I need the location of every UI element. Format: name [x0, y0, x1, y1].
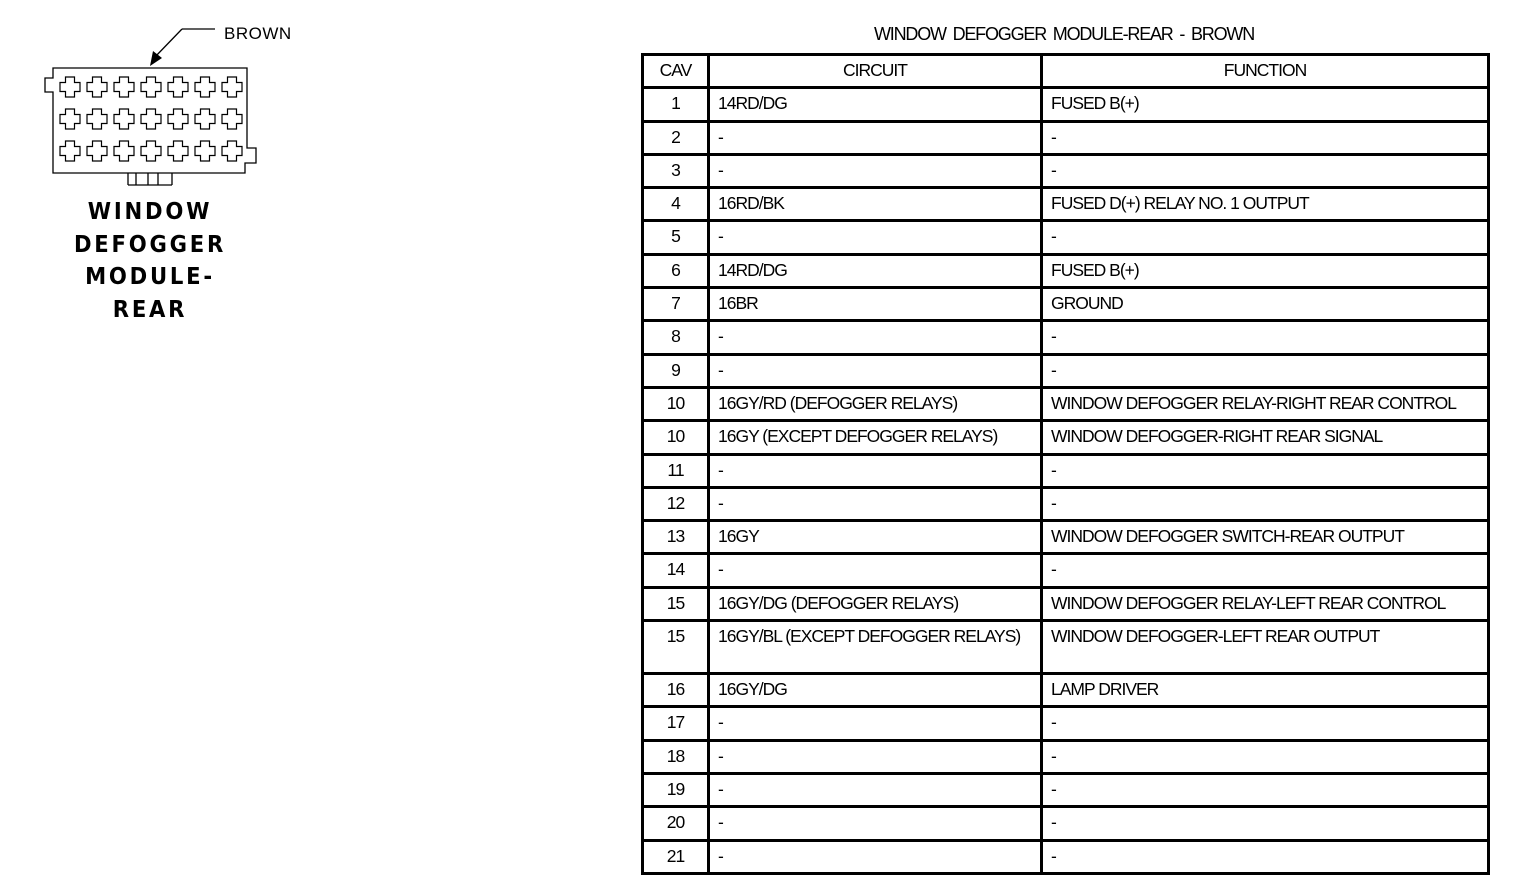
circuit-cell: - [709, 807, 1042, 840]
cav-cell: 10 [643, 421, 709, 454]
cav-cell: 15 [643, 621, 709, 674]
table-row [643, 621, 1489, 674]
connector-cavity [87, 141, 107, 161]
function-cell: - [1042, 554, 1489, 587]
table-row [643, 773, 1489, 806]
function-cell: WINDOW DEFOGGER-RIGHT REAR SIGNAL [1042, 421, 1489, 454]
cav-cell: 14 [643, 554, 709, 587]
function-cell: - [1042, 221, 1489, 254]
module-name-line: WINDOW [87, 199, 213, 225]
connector-cavity [141, 109, 161, 129]
circuit-cell: - [709, 154, 1042, 187]
cav-cell: 2 [643, 121, 709, 154]
module-name-line: MODULE- [85, 264, 215, 290]
header-cav: CAV [643, 55, 709, 88]
leader-arrowhead [150, 51, 162, 66]
connector-cavity [60, 141, 80, 161]
circuit-cell: - [709, 221, 1042, 254]
connector-cavity [195, 77, 215, 97]
cav-cell: 12 [643, 487, 709, 520]
function-cell: FUSED D(+) RELAY NO. 1 OUTPUT [1042, 188, 1489, 221]
table-row [643, 487, 1489, 520]
function-cell: - [1042, 321, 1489, 354]
table-row [643, 707, 1489, 740]
circuit-cell: - [709, 554, 1042, 587]
circuit-cell: - [709, 840, 1042, 873]
table-row [643, 840, 1489, 873]
function-cell: - [1042, 807, 1489, 840]
module-name-line: DEFOGGER [73, 231, 227, 258]
function-cell: - [1042, 773, 1489, 806]
table-title: WINDOW DEFOGGER MODULE-REAR - BROWN [874, 24, 1254, 44]
table-row [643, 554, 1489, 587]
header-circuit: CIRCUIT [709, 55, 1042, 88]
table-row [643, 354, 1489, 387]
table-row [643, 188, 1489, 221]
circuit-cell: 16GY/BL (EXCEPT DEFOGGER RELAYS) [709, 621, 1042, 674]
function-cell: FUSED B(+) [1042, 254, 1489, 287]
table-row [643, 740, 1489, 773]
connector-cavity [168, 77, 188, 97]
circuit-cell: - [709, 740, 1042, 773]
function-cell: WINDOW DEFOGGER-LEFT REAR OUTPUT [1042, 621, 1489, 674]
function-cell: WINDOW DEFOGGER SWITCH-REAR OUTPUT [1042, 521, 1489, 554]
connector-cavity [60, 77, 80, 97]
circuit-cell: 14RD/DG [709, 254, 1042, 287]
function-cell: - [1042, 740, 1489, 773]
function-cell: - [1042, 707, 1489, 740]
circuit-cell: - [709, 773, 1042, 806]
function-cell: FUSED B(+) [1042, 88, 1489, 121]
function-cell: - [1042, 487, 1489, 520]
leader-line [154, 29, 182, 58]
connector-cavity [195, 141, 215, 161]
function-cell: - [1042, 454, 1489, 487]
circuit-cell: 16GY/DG (DEFOGGER RELAYS) [709, 587, 1042, 620]
circuit-cell: - [709, 487, 1042, 520]
connector-cavity [87, 109, 107, 129]
table-row [643, 587, 1489, 620]
connector-cavity [168, 141, 188, 161]
cav-cell: 4 [643, 188, 709, 221]
circuit-cell: 16GY (EXCEPT DEFOGGER RELAYS) [709, 421, 1042, 454]
cav-cell: 17 [643, 707, 709, 740]
table-row [643, 521, 1489, 554]
cav-cell: 21 [643, 840, 709, 873]
table-row [643, 387, 1489, 420]
connector-cavity [114, 109, 134, 129]
connector-body [45, 68, 256, 173]
table-header-row [643, 55, 1489, 88]
table-row [643, 254, 1489, 287]
cav-cell: 15 [643, 587, 709, 620]
cav-cell: 5 [643, 221, 709, 254]
circuit-cell: - [709, 321, 1042, 354]
table-row [643, 288, 1489, 321]
circuit-cell: 16GY/DG [709, 674, 1042, 707]
circuit-cell: 16GY/RD (DEFOGGER RELAYS) [709, 387, 1042, 420]
table-row [643, 421, 1489, 454]
module-name-line: REAR [112, 296, 188, 323]
cav-cell: 10 [643, 387, 709, 420]
connector-cavities [60, 77, 242, 161]
cav-cell: 20 [643, 807, 709, 840]
circuit-cell: 16GY [709, 521, 1042, 554]
module-name-label [49, 196, 251, 326]
cav-cell: 16 [643, 674, 709, 707]
function-cell: - [1042, 154, 1489, 187]
circuit-cell: - [709, 354, 1042, 387]
cav-cell: 8 [643, 321, 709, 354]
function-cell: - [1042, 121, 1489, 154]
connector-cavity [195, 109, 215, 129]
circuit-cell: 16RD/BK [709, 188, 1042, 221]
cav-cell: 6 [643, 254, 709, 287]
circuit-cell: - [709, 121, 1042, 154]
cav-cell: 7 [643, 288, 709, 321]
pinout-table [641, 53, 1490, 875]
table-row [643, 154, 1489, 187]
circuit-cell: - [709, 707, 1042, 740]
cav-cell: 9 [643, 354, 709, 387]
connector-cavity [222, 109, 242, 129]
connector-cavity [222, 141, 242, 161]
circuit-cell: - [709, 454, 1042, 487]
circuit-cell: 16BR [709, 288, 1042, 321]
table-row [643, 321, 1489, 354]
table-row [643, 221, 1489, 254]
header-function: FUNCTION [1042, 55, 1489, 88]
cav-cell: 13 [643, 521, 709, 554]
function-cell: GROUND [1042, 288, 1489, 321]
cav-cell: 11 [643, 454, 709, 487]
connector-color-label: BROWN [224, 24, 292, 43]
cav-cell: 18 [643, 740, 709, 773]
table-row [643, 454, 1489, 487]
connector-cavity [141, 141, 161, 161]
connector-latch [128, 173, 172, 185]
function-cell: WINDOW DEFOGGER RELAY-RIGHT REAR CONTROL [1042, 387, 1489, 420]
connector-cavity [60, 109, 80, 129]
connector-cavity [114, 77, 134, 97]
connector-cavity [87, 77, 107, 97]
connector-cavity [141, 77, 161, 97]
connector-cavity [168, 109, 188, 129]
table-row [643, 121, 1489, 154]
cav-cell: 3 [643, 154, 709, 187]
table-row [643, 674, 1489, 707]
connector-cavity [114, 141, 134, 161]
function-cell: WINDOW DEFOGGER RELAY-LEFT REAR CONTROL [1042, 587, 1489, 620]
connector-cavity [222, 77, 242, 97]
function-cell: LAMP DRIVER [1042, 674, 1489, 707]
table-row [643, 807, 1489, 840]
function-cell: - [1042, 354, 1489, 387]
circuit-cell: 14RD/DG [709, 88, 1042, 121]
cav-cell: 1 [643, 88, 709, 121]
function-cell: - [1042, 840, 1489, 873]
table-row [643, 88, 1489, 121]
cav-cell: 19 [643, 773, 709, 806]
